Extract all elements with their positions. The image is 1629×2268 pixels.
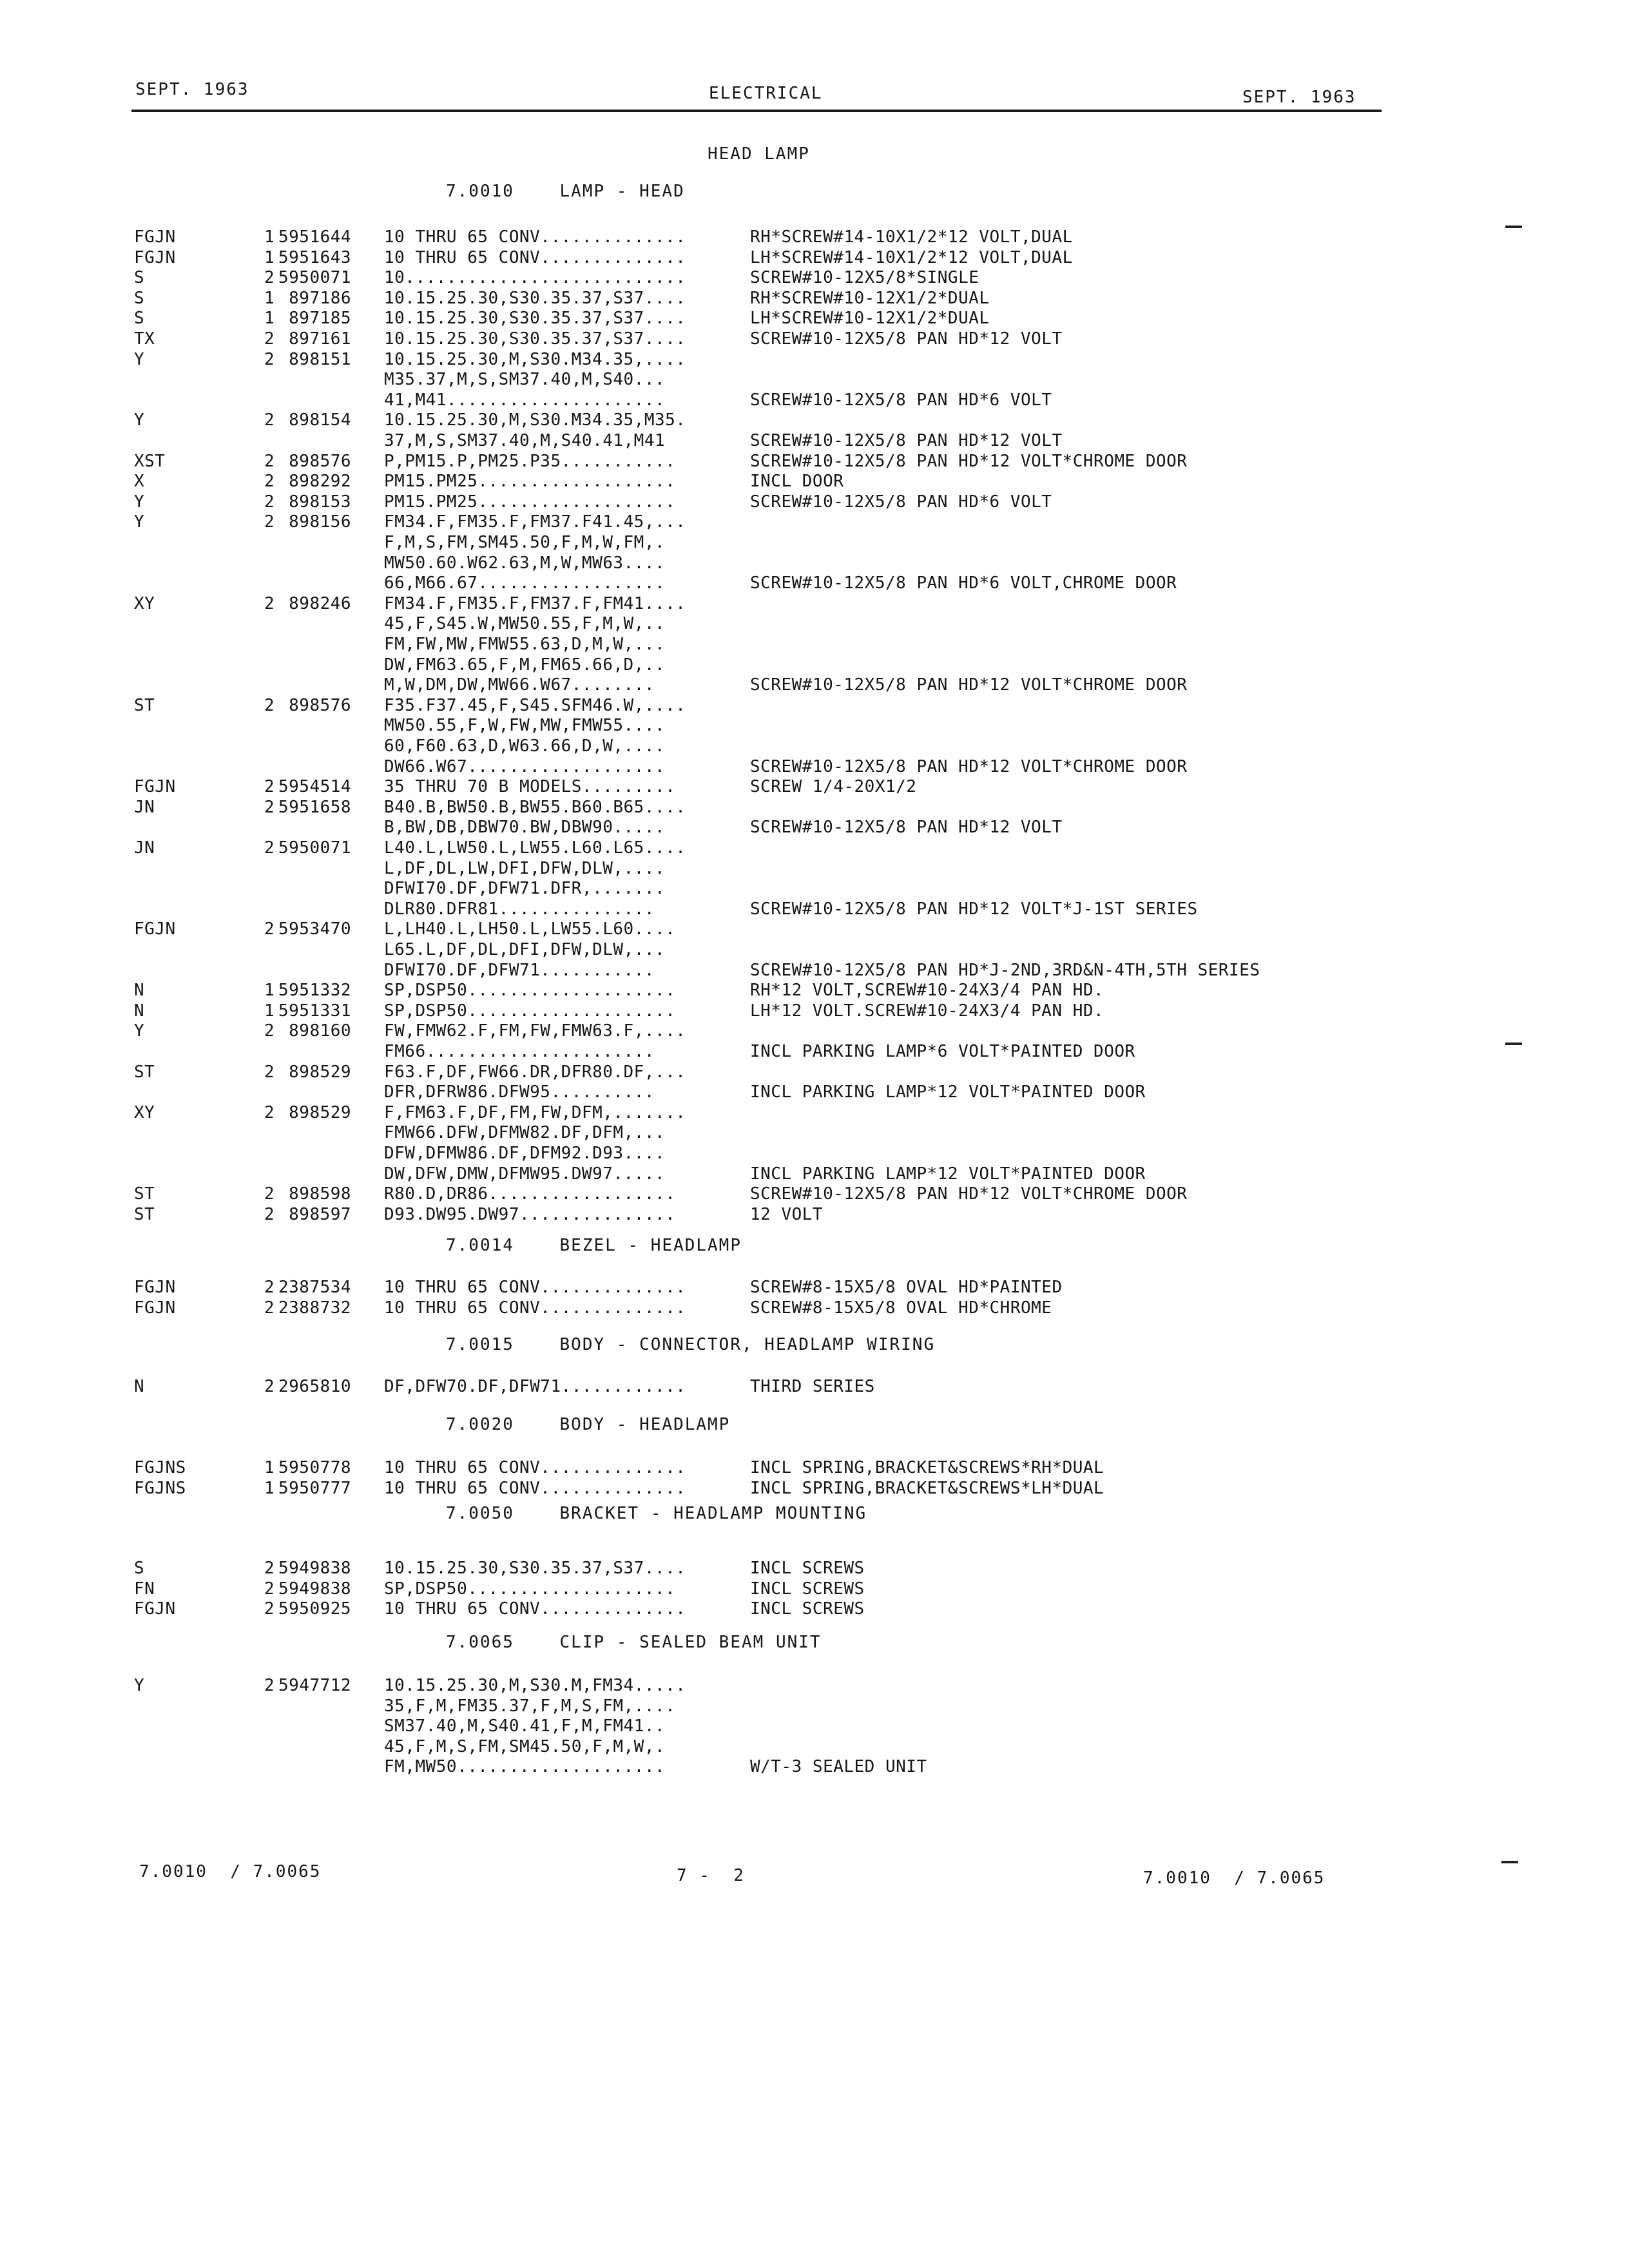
remarks: INCL PARKING LAMP*6 VOLT*PAINTED DOOR (750, 1042, 1135, 1061)
remarks: SCREW#10-12X5/8 PAN HD*12 VOLT (750, 329, 1063, 349)
applicability-code: FGJNS (134, 1458, 186, 1477)
quantity: 2 (264, 798, 275, 817)
quantity: 2 (264, 1062, 275, 1082)
part-number: 2388732 (278, 1298, 352, 1318)
section-heading: 7.0014 BEZEL - HEADLAMP (446, 1236, 742, 1255)
model-description: DFW,DFMW86.DF,DFM92.D93.... (384, 1144, 666, 1163)
model-description: SP,DSP50.................... (384, 981, 676, 1000)
remarks: W/T-3 SEALED UNIT (750, 1757, 927, 1776)
model-description: 10 THRU 65 CONV.............. (384, 1298, 686, 1318)
part-number: 898246 (278, 594, 352, 613)
remarks: SCREW#8-15X5/8 OVAL HD*CHROME (750, 1298, 1052, 1318)
quantity: 2 (264, 472, 275, 491)
part-number: 898576 (278, 452, 352, 471)
applicability-code: XY (134, 1103, 155, 1122)
part-number: 897185 (278, 309, 352, 328)
quantity: 2 (264, 350, 275, 369)
model-description: M,W,DM,DW,MW66.W67........ (384, 675, 655, 695)
model-description: 37,M,S,SM37.40,M,S40.41,M41 (384, 431, 666, 450)
quantity: 1 (264, 1001, 275, 1021)
remarks: 12 VOLT (750, 1205, 824, 1224)
model-description: FM,FW,MW,FMW55.63,D,M,W,... (384, 635, 666, 654)
remarks: SCREW#10-12X5/8 PAN HD*12 VOLT*CHROME DOOR (750, 452, 1188, 471)
quantity: 2 (264, 452, 275, 471)
applicability-code: N (134, 981, 145, 1000)
model-description: 10.15.25.30,S30.35.37,S37.... (384, 329, 686, 349)
applicability-code: S (134, 309, 145, 328)
quantity: 1 (264, 309, 275, 328)
footer-page-number: 7 - 2 (677, 1866, 745, 1885)
model-description: R80.D,DR86.................. (384, 1184, 676, 1204)
quantity: 2 (264, 329, 275, 349)
model-description: DW,FM63.65,F,M,FM65.66,D,.. (384, 655, 666, 675)
model-description: 60,F60.63,D,W63.66,D,W,.... (384, 736, 666, 756)
model-description: F,M,S,FM,SM45.50,F,M,W,FM,. (384, 533, 666, 552)
model-description: DFWI70.DF,DFW71........... (384, 961, 655, 980)
part-number: 2387534 (278, 1278, 352, 1297)
section-heading: 7.0015 BODY - CONNECTOR, HEADLAMP WIRING (446, 1335, 936, 1354)
applicability-code: FGJN (134, 1278, 176, 1297)
model-description: F63.F,DF,FW66.DR,DFR80.DF,... (384, 1062, 686, 1082)
model-description: 10 THRU 65 CONV.............. (384, 1278, 686, 1297)
part-number: 898160 (278, 1021, 352, 1041)
quantity: 2 (264, 1103, 275, 1122)
part-number: 898598 (278, 1184, 352, 1204)
model-description: 35,F,M,FM35.37,F,M,S,FM,.... (384, 1696, 676, 1716)
quantity: 2 (264, 838, 275, 858)
header-right-date: SEPT. 1963 (1242, 88, 1356, 107)
part-number: 5949838 (278, 1559, 352, 1578)
part-number: 5953470 (278, 919, 352, 939)
model-description: FW,FMW62.F,FM,FW,FMW63.F,.... (384, 1021, 686, 1041)
applicability-code: Y (134, 1676, 145, 1695)
applicability-code: XST (134, 452, 166, 471)
applicability-code: Y (134, 1021, 145, 1041)
remarks: LH*SCREW#10-12X1/2*DUAL (750, 309, 990, 328)
model-description: PM15.PM25................... (384, 472, 676, 491)
model-description: DLR80.DFR81............... (384, 899, 655, 919)
model-description: L,DF,DL,LW,DFI,DFW,DLW,.... (384, 859, 666, 878)
remarks: INCL PARKING LAMP*12 VOLT*PAINTED DOOR (750, 1082, 1146, 1102)
model-description: L65.L,DF,DL,DFI,DFW,DLW,... (384, 940, 666, 959)
quantity: 2 (264, 1298, 275, 1318)
quantity: 2 (264, 1278, 275, 1297)
model-description: DW66.W67................... (384, 757, 666, 776)
model-description: 45,F,S45.W,MW50.55,F,M,W,.. (384, 614, 666, 633)
part-number: 5950778 (278, 1458, 352, 1477)
model-description: 10.15.25.30,S30.35.37,S37.... (384, 309, 686, 328)
part-number: 898156 (278, 512, 352, 532)
model-description: D93.DW95.DW97............... (384, 1205, 676, 1224)
applicability-code: S (134, 289, 145, 308)
quantity: 2 (264, 1676, 275, 1695)
remarks: INCL SCREWS (750, 1579, 865, 1599)
applicability-code: ST (134, 1205, 155, 1224)
remarks: SCREW#10-12X5/8 PAN HD*6 VOLT (750, 390, 1052, 410)
part-number: 898576 (278, 696, 352, 715)
part-number: 898154 (278, 410, 352, 430)
model-description: MW50.55,F,W,FW,MW,FMW55.... (384, 716, 666, 735)
model-description: FM,MW50.................... (384, 1757, 666, 1776)
quantity: 2 (264, 1021, 275, 1041)
model-description: 10.15.25.30,M,S30.M,FM34..... (384, 1676, 686, 1695)
remarks: SCREW#10-12X5/8 PAN HD*6 VOLT (750, 492, 1052, 512)
remarks: RH*12 VOLT,SCREW#10-24X3/4 PAN HD. (750, 981, 1104, 1000)
part-number: 5950071 (278, 838, 352, 858)
part-number: 898153 (278, 492, 352, 512)
model-description: SP,DSP50.................... (384, 1579, 676, 1599)
remarks: INCL DOOR (750, 472, 844, 491)
quantity: 1 (264, 289, 275, 308)
quantity: 2 (264, 492, 275, 512)
applicability-code: FGJN (134, 919, 176, 939)
section-heading: 7.0010 LAMP - HEAD (446, 182, 685, 201)
applicability-code: FGJN (134, 227, 176, 247)
part-number: 5951332 (278, 981, 352, 1000)
quantity: 2 (264, 1599, 275, 1619)
model-description: 10.15.25.30,M,S30.M34.35,M35. (384, 410, 686, 430)
remarks: SCREW#10-12X5/8 PAN HD*6 VOLT,CHROME DOOR (750, 573, 1177, 593)
applicability-code: Y (134, 512, 145, 532)
part-number: 898597 (278, 1205, 352, 1224)
part-number: 898151 (278, 350, 352, 369)
part-number: 2965810 (278, 1377, 352, 1396)
quantity: 2 (264, 696, 275, 715)
model-description: 41,M41..................... (384, 390, 666, 410)
footer-left-range: 7.0010 / 7.0065 (139, 1862, 322, 1881)
applicability-code: S (134, 1559, 145, 1578)
applicability-code: ST (134, 1184, 155, 1204)
quantity: 1 (264, 1458, 275, 1477)
quantity: 2 (264, 268, 275, 287)
remarks: SCREW#10-12X5/8 PAN HD*J-2ND,3RD&N-4TH,5TH SERIES (750, 961, 1260, 980)
part-number: 5954514 (278, 777, 352, 796)
part-number: 897161 (278, 329, 352, 349)
remarks: SCREW#8-15X5/8 OVAL HD*PAINTED (750, 1278, 1063, 1297)
model-description: DFWI70.DF,DFW71.DFR,....... (384, 879, 666, 898)
part-number: 5950925 (278, 1599, 352, 1619)
model-description: 35 THRU 70 B MODELS......... (384, 777, 676, 796)
part-number: 5951643 (278, 248, 352, 267)
part-number: 898529 (278, 1062, 352, 1082)
model-description: M35.37,M,S,SM37.40,M,S40... (384, 370, 666, 389)
model-description: L40.L,LW50.L,LW55.L60.L65.... (384, 838, 686, 858)
model-description: 10........................... (384, 268, 686, 287)
model-description: F35.F37.45,F,S45.SFM46.W,.... (384, 696, 686, 715)
part-number: 898529 (278, 1103, 352, 1122)
remarks: SCREW#10-12X5/8 PAN HD*12 VOLT*CHROME DOOR (750, 757, 1188, 776)
model-description: 10 THRU 65 CONV.............. (384, 248, 686, 267)
part-number: 5950071 (278, 268, 352, 287)
model-description: B,BW,DB,DBW70.BW,DBW90..... (384, 818, 666, 837)
model-description: 10 THRU 65 CONV.............. (384, 1479, 686, 1498)
section-heading: 7.0065 CLIP - SEALED BEAM UNIT (446, 1633, 822, 1652)
model-description: 45,F,M,S,FM,SM45.50,F,M,W,. (384, 1737, 666, 1756)
quantity: 2 (264, 594, 275, 613)
model-description: 10 THRU 65 CONV.............. (384, 1458, 686, 1477)
remarks: SCREW#10-12X5/8 PAN HD*12 VOLT*CHROME DOOR (750, 675, 1188, 695)
margin-mark (1505, 1043, 1522, 1045)
quantity: 2 (264, 1377, 275, 1396)
model-description: DFR,DFRW86.DFW95.......... (384, 1082, 655, 1102)
part-number: 5951331 (278, 1001, 352, 1021)
quantity: 2 (264, 1559, 275, 1578)
quantity: 1 (264, 1479, 275, 1498)
remarks: INCL SCREWS (750, 1559, 865, 1578)
applicability-code: N (134, 1001, 145, 1021)
model-description: SP,DSP50.................... (384, 1001, 676, 1021)
model-description: 10 THRU 65 CONV.............. (384, 1599, 686, 1619)
applicability-code: TX (134, 329, 155, 349)
applicability-code: FGJN (134, 777, 176, 796)
applicability-code: FGJN (134, 1298, 176, 1318)
footer-right-range: 7.0010 / 7.0065 (1143, 1869, 1325, 1888)
section-heading: 7.0020 BODY - HEADLAMP (446, 1415, 731, 1434)
remarks: RH*SCREW#14-10X1/2*12 VOLT,DUAL (750, 227, 1073, 247)
model-description: P,PM15.P,PM25.P35........... (384, 452, 676, 471)
remarks: LH*12 VOLT.SCREW#10-24X3/4 PAN HD. (750, 1001, 1104, 1021)
part-number: 5947712 (278, 1676, 352, 1695)
model-description: PM15.PM25................... (384, 492, 676, 512)
page-title: HEAD LAMP (708, 144, 810, 164)
applicability-code: FGJN (134, 248, 176, 267)
applicability-code: JN (134, 798, 155, 817)
model-description: 10.15.25.30,S30.35.37,S37.... (384, 289, 686, 308)
model-description: 10 THRU 65 CONV.............. (384, 227, 686, 247)
model-description: FM34.F,FM35.F,FM37.F,FM41.... (384, 594, 686, 613)
remarks: SCREW#10-12X5/8 PAN HD*12 VOLT*CHROME DOOR (750, 1184, 1188, 1204)
part-number: 5950777 (278, 1479, 352, 1498)
quantity: 2 (264, 512, 275, 532)
applicability-code: ST (134, 1062, 155, 1082)
remarks: SCREW#10-12X5/8 PAN HD*12 VOLT (750, 818, 1063, 837)
part-number: 5951644 (278, 227, 352, 247)
part-number: 5949838 (278, 1579, 352, 1599)
remarks: SCREW#10-12X5/8 PAN HD*12 VOLT*J-1ST SERIES (750, 899, 1198, 919)
applicability-code: Y (134, 410, 145, 430)
quantity: 2 (264, 1205, 275, 1224)
model-description: FM66...................... (384, 1042, 655, 1061)
header-rule (131, 110, 1382, 112)
remarks: THIRD SERIES (750, 1377, 875, 1396)
quantity: 1 (264, 981, 275, 1000)
header-section-title: ELECTRICAL (709, 84, 823, 103)
model-description: B40.B,BW50.B,BW55.B60.B65.... (384, 798, 686, 817)
remarks: INCL SPRING,BRACKET&SCREWS*RH*DUAL (750, 1458, 1104, 1477)
model-description: L,LH40.L,LH50.L,LW55.L60.... (384, 919, 676, 939)
applicability-code: JN (134, 838, 155, 858)
applicability-code: Y (134, 350, 145, 369)
applicability-code: X (134, 472, 145, 491)
applicability-code: Y (134, 492, 145, 512)
remarks: SCREW#10-12X5/8 PAN HD*12 VOLT (750, 431, 1063, 450)
remarks: SCREW#10-12X5/8*SINGLE (750, 268, 979, 287)
margin-mark (1501, 1861, 1518, 1863)
quantity: 2 (264, 919, 275, 939)
model-description: DW,DFW,DMW,DFMW95.DW97..... (384, 1164, 666, 1184)
applicability-code: FGJNS (134, 1479, 186, 1498)
remarks: INCL PARKING LAMP*12 VOLT*PAINTED DOOR (750, 1164, 1146, 1184)
remarks: INCL SCREWS (750, 1599, 865, 1619)
margin-mark (1505, 226, 1522, 228)
quantity: 2 (264, 1579, 275, 1599)
model-description: 10.15.25.30,M,S30.M34.35,.... (384, 350, 686, 369)
applicability-code: N (134, 1377, 145, 1396)
applicability-code: FGJN (134, 1599, 176, 1619)
quantity: 2 (264, 777, 275, 796)
model-description: FM34.F,FM35.F,FM37.F41.45,... (384, 512, 686, 532)
model-description: FMW66.DFW,DFMW82.DF,DFM,... (384, 1123, 666, 1142)
quantity: 2 (264, 1184, 275, 1204)
remarks: INCL SPRING,BRACKET&SCREWS*LH*DUAL (750, 1479, 1104, 1498)
part-number: 898292 (278, 472, 352, 491)
quantity: 1 (264, 248, 275, 267)
header-left-date: SEPT. 1963 (135, 80, 249, 99)
model-description: DF,DFW70.DF,DFW71............ (384, 1377, 686, 1396)
applicability-code: FN (134, 1579, 155, 1599)
quantity: 2 (264, 410, 275, 430)
remarks: LH*SCREW#14-10X1/2*12 VOLT,DUAL (750, 248, 1073, 267)
model-description: 66,M66.67.................. (384, 573, 666, 593)
part-number: 5951658 (278, 798, 352, 817)
applicability-code: ST (134, 696, 155, 715)
remarks: SCREW 1/4-20X1/2 (750, 777, 917, 796)
model-description: SM37.40,M,S40.41,F,M,FM41.. (384, 1716, 666, 1736)
quantity: 1 (264, 227, 275, 247)
model-description: F,FM63.F,DF,FM,FW,DFM,....... (384, 1103, 686, 1122)
applicability-code: S (134, 268, 145, 287)
remarks: RH*SCREW#10-12X1/2*DUAL (750, 289, 990, 308)
model-description: MW50.60.W62.63,M,W,MW63.... (384, 553, 666, 573)
applicability-code: XY (134, 594, 155, 613)
part-number: 897186 (278, 289, 352, 308)
model-description: 10.15.25.30,S30.35.37,S37.... (384, 1559, 686, 1578)
section-heading: 7.0050 BRACKET - HEADLAMP MOUNTING (446, 1504, 867, 1523)
